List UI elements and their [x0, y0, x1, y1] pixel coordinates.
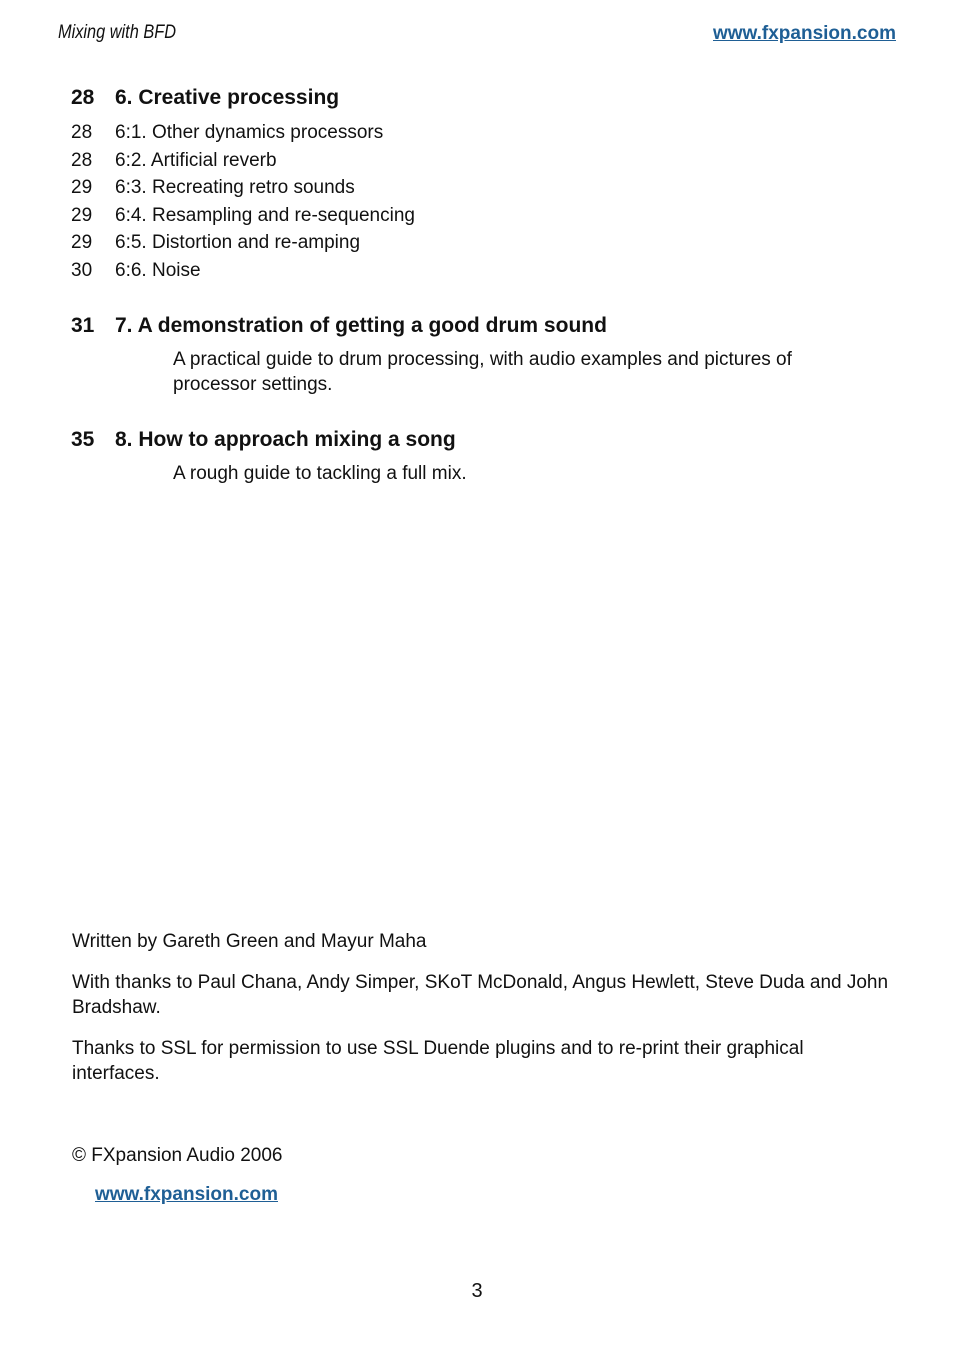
- page-number: 3: [471, 1280, 483, 1302]
- copyright-notice: © FXpansion Audio 2006: [72, 1145, 283, 1166]
- toc-entry-page: 29: [71, 204, 93, 226]
- header-website-link[interactable]: www.fxpansion.com: [713, 23, 896, 44]
- toc-section-8[interactable]: [71, 426, 891, 454]
- toc-section-page: 35: [71, 428, 95, 451]
- toc-entry-page: 29: [71, 177, 93, 198]
- toc-section-title: 7. A demonstration of getting a good drum sound: [115, 314, 607, 337]
- authors-line: Written by Gareth Green and Mayur Maha: [72, 931, 427, 952]
- toc-entry[interactable]: [71, 119, 891, 147]
- toc-entry[interactable]: [71, 202, 891, 230]
- toc-section-7[interactable]: [71, 312, 891, 340]
- toc-entry[interactable]: [71, 147, 891, 175]
- toc-section-6-entries: [71, 119, 891, 284]
- toc-entry-page: 28: [71, 122, 93, 143]
- toc-entry-page: 30: [71, 259, 93, 281]
- toc-section-page: 28: [71, 86, 95, 109]
- table-of-contents: [71, 84, 891, 486]
- toc-section-description: A practical guide to drum processing, with audio examples and pictures of processor settings.: [173, 349, 792, 395]
- credits: [72, 929, 892, 1102]
- toc-entry-label: 6:2. Artificial reverb: [115, 149, 277, 171]
- ssl-thanks-paragraph: Thanks to SSL for permission to use SSL Duende plugins and to re-print their graphical interfaces.: [72, 1038, 804, 1084]
- section-spacer: [71, 397, 891, 426]
- toc-section-6[interactable]: [71, 84, 891, 112]
- thanks-paragraph: With thanks to Paul Chana, Andy Simper, SKoT McDonald, Angus Hewlett, Steve Duda and John Bradshaw.: [72, 972, 889, 1018]
- toc-entry[interactable]: [71, 257, 891, 285]
- toc-entry-label: 6:5. Distortion and re-amping: [115, 232, 361, 253]
- toc-entry-label: 6:6. Noise: [115, 259, 201, 281]
- toc-entry-page: 29: [71, 232, 93, 253]
- section-spacer: [71, 284, 891, 312]
- toc-entry[interactable]: [71, 174, 891, 202]
- toc-entry-label: 6:3. Recreating retro sounds: [115, 177, 355, 198]
- toc-section-title: 8. How to approach mixing a song: [115, 428, 456, 451]
- document-title: Mixing with BFD: [58, 22, 177, 43]
- toc-section-title: 6. Creative processing: [115, 86, 340, 109]
- toc-entry-page: 28: [71, 149, 93, 171]
- toc-entry[interactable]: [71, 229, 891, 257]
- toc-entry-label: 6:4. Resampling and re-sequencing: [115, 204, 415, 226]
- toc-section-page: 31: [71, 314, 95, 337]
- toc-entry-label: 6:1. Other dynamics processors: [115, 122, 384, 143]
- toc-section-description: A rough guide to tackling a full mix.: [173, 463, 467, 484]
- footer-website-link[interactable]: www.fxpansion.com: [95, 1184, 278, 1205]
